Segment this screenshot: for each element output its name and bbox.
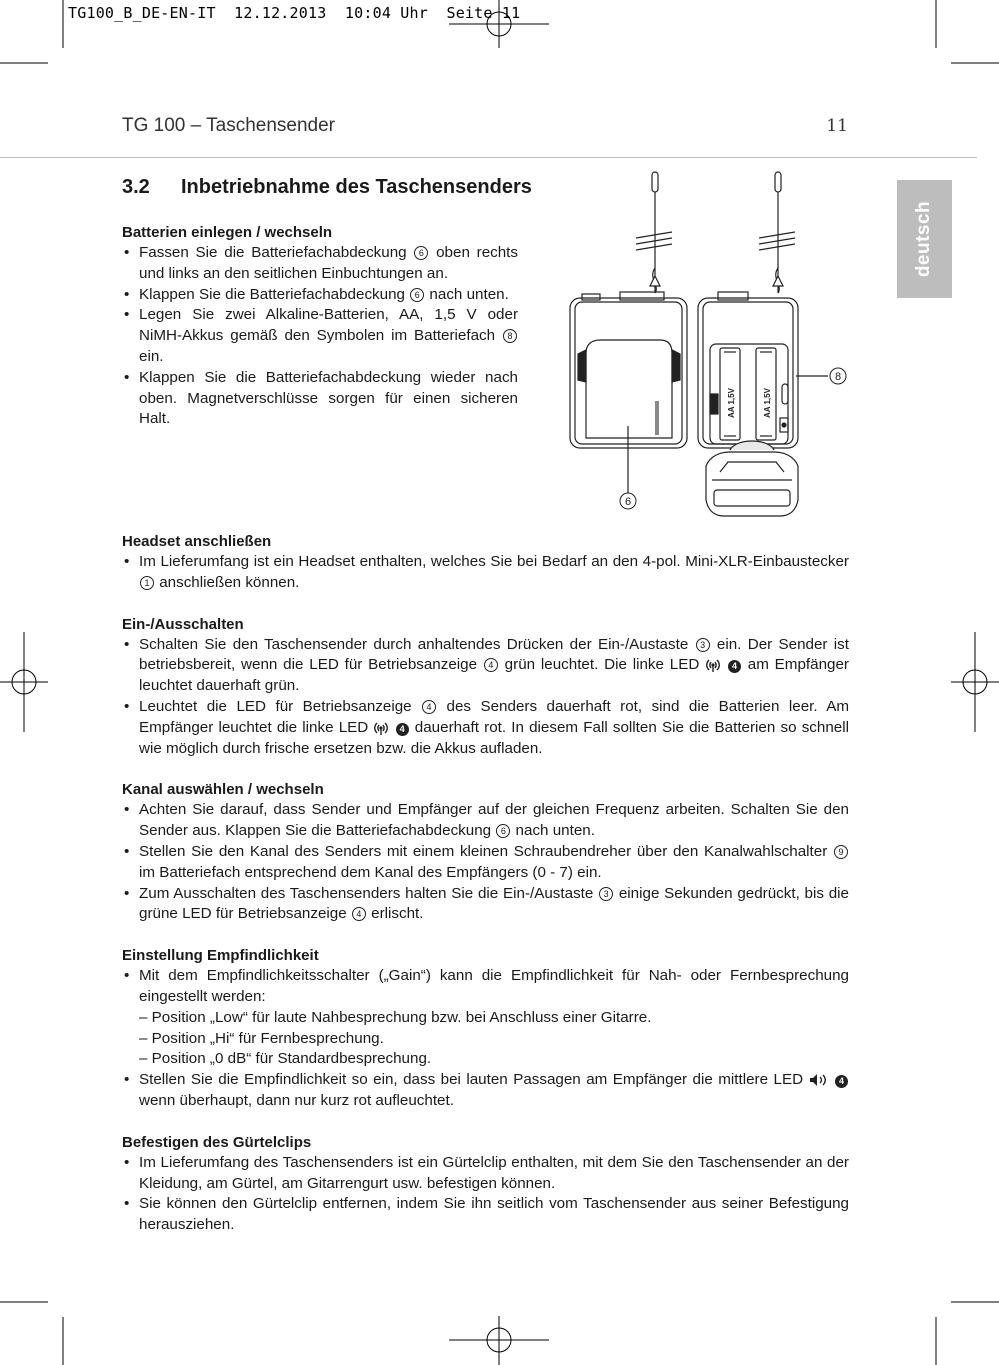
sensitivity-list: [122, 966, 849, 1112]
print-slug: TG100_B_DE-EN-IT 12.12.2013 10:04 Uhr Seite 11: [68, 4, 521, 22]
list-item: • Achten Sie darauf, dass Sender und Empfänger auf der gleichen Frequenz arbeiten. Schalten Sie den Sender aus. Klappen Sie die Batteriefachabdeckung 6 nach unten.: [122, 800, 849, 842]
callout-4-filled-symbol: 4: [396, 723, 409, 736]
callout-4-symbol: 4: [352, 907, 366, 921]
callout-8-symbol: 8: [503, 329, 517, 343]
callout-3-symbol: 3: [696, 638, 710, 652]
section-number: 3.2: [122, 176, 150, 198]
list-item: • Im Lieferumfang ist ein Headset enthalten, welches Sie bei Bedarf an den 4-pol. Mini-XLR-Einbaustecker 1 anschließen können.: [122, 552, 849, 594]
page-number: 11: [826, 116, 848, 136]
list-item: • Schalten Sie den Taschensender durch anhaltendes Drücken der Ein-/Austaste 3 ein. Der Sender ist betriebsbereit, wenn die LED für Betriebsanzeige 4 grün leuchtet. Die linke LED 4 am Empfänger leuchtet dauerhaft grün.: [122, 635, 849, 697]
antenna-signal-icon: [705, 658, 721, 672]
list-item: • Mit dem Empfindlichkeitsschalter („Gain“) kann die Empfindlichkeit für Nah- oder Fernbesprechung eingestellt werden: – Position „Low“ für laute Nahbesprechung bzw. bei Anschluss einer Gitarre. – Position „Hi“ für Fernbesprechung. – Position „0 dB“ für Standardbesprechung.: [122, 966, 849, 1070]
language-tab-label: deutsch: [913, 200, 935, 278]
list-item: • Klappen Sie die Batteriefachabdeckung wieder nach oben. Magnetverschlüsse sorgen für einen sicheren Halt.: [122, 368, 518, 430]
sub-item-low: – Position „Low“ für laute Nahbesprechung bzw. bei Anschluss einer Gitarre.: [139, 1008, 652, 1026]
batteries-section: [122, 222, 518, 430]
main-content: [122, 531, 849, 1236]
callout-4-filled-symbol: 4: [728, 660, 741, 673]
channel-heading: Kanal auswählen / wechseln: [122, 781, 324, 799]
list-item: • Leuchtet die LED für Betriebsanzeige 4 des Senders dauerhaft rot, sind die Batterien leer. Am Empfänger leuchtet die linke LED 4 dauerhaft rot. In diesem Fall sollten Sie die Batterien so schnell wie möglich durch frische ersetzen bzw. die Akkus aufladen.: [122, 697, 849, 759]
list-item: • Zum Ausschalten des Taschensenders halten Sie die Ein-/Austaste 3 einige Sekunden gedrückt, bis die grüne LED für Betriebsanzeige 4 erlischt.: [122, 884, 849, 926]
list-item: • Legen Sie zwei Alkaline-Batterien, AA, 1,5 V oder NiMH-Akkus gemäß den Symbolen im Batteriefach 8 ein.: [122, 305, 518, 367]
callout-4-symbol: 4: [484, 658, 498, 672]
sensitivity-heading: Einstellung Empfindlichkeit: [122, 947, 319, 965]
headset-list: [122, 552, 849, 594]
batteries-heading: Batterien einlegen / wechseln: [122, 224, 333, 241]
callout-6-symbol: 6: [410, 288, 424, 302]
sub-item-hi: – Position „Hi“ für Fernbesprechung.: [139, 1029, 384, 1047]
callout-9-symbol: 9: [834, 845, 848, 859]
header-divider: [0, 157, 977, 158]
headset-heading: Headset anschließen: [122, 533, 272, 550]
callout-4-symbol: 4: [422, 700, 436, 714]
list-item: • Stellen Sie den Kanal des Senders mit einem kleinen Schraubendreher über den Kanalwahlschalter 9 im Batteriefach entsprechend dem Kanal des Empfängers (0 - 7) ein.: [122, 842, 849, 884]
sub-item-0db: – Position „0 dB“ für Standardbesprechung.: [139, 1050, 432, 1068]
beltclip-list: [122, 1153, 849, 1236]
battery-label-1: AA 1,5V: [727, 388, 736, 418]
figure-callout-6: 6: [624, 496, 632, 508]
language-tab: [897, 180, 952, 298]
figure-callout-8: 8: [834, 371, 842, 383]
running-header-title: TG 100 – Taschensender: [122, 115, 336, 136]
section-heading: [122, 176, 532, 199]
list-item: • Sie können den Gürtelclip entfernen, indem Sie ihn seitlich vom Taschensender aus seiner Befestigung herausziehen.: [122, 1194, 849, 1236]
speaker-volume-icon: [809, 1073, 829, 1087]
list-item: • Im Lieferumfang des Taschensenders ist ein Gürtelclip enthalten, mit dem Sie den Taschensender an der Kleidung, am Gürtel, am Gitarrengurt usw. befestigen können.: [122, 1153, 849, 1195]
list-item: • Fassen Sie die Batteriefachabdeckung 6 oben rechts und links an den seitlichen Einbuchtungen an.: [122, 243, 518, 285]
channel-list: [122, 800, 849, 925]
antenna-signal-icon: [373, 721, 389, 735]
batteries-list: [122, 243, 518, 430]
callout-4-filled-symbol: 4: [835, 1075, 848, 1088]
callout-6-symbol: 6: [496, 824, 510, 838]
transmitter-illustration: [560, 168, 860, 523]
list-item: • Stellen Sie die Empfindlichkeit so ein, dass bei lauten Passagen am Empfänger die mittlere LED 4 wenn überhaupt, dann nur kurz rot aufleuchtet.: [122, 1070, 849, 1112]
beltclip-heading: Befestigen des Gürtelclips: [122, 1133, 312, 1151]
callout-1-symbol: 1: [140, 576, 154, 590]
power-list: [122, 635, 849, 760]
power-heading: Ein-/Ausschalten: [122, 615, 244, 633]
section-title: Inbetriebnahme des Taschensenders: [181, 176, 532, 198]
battery-label-2: AA 1,5V: [763, 388, 772, 418]
list-item: • Klappen Sie die Batteriefachabdeckung 6 nach unten.: [122, 285, 518, 306]
callout-3-symbol: 3: [599, 887, 613, 901]
callout-6-symbol: 6: [414, 246, 428, 260]
